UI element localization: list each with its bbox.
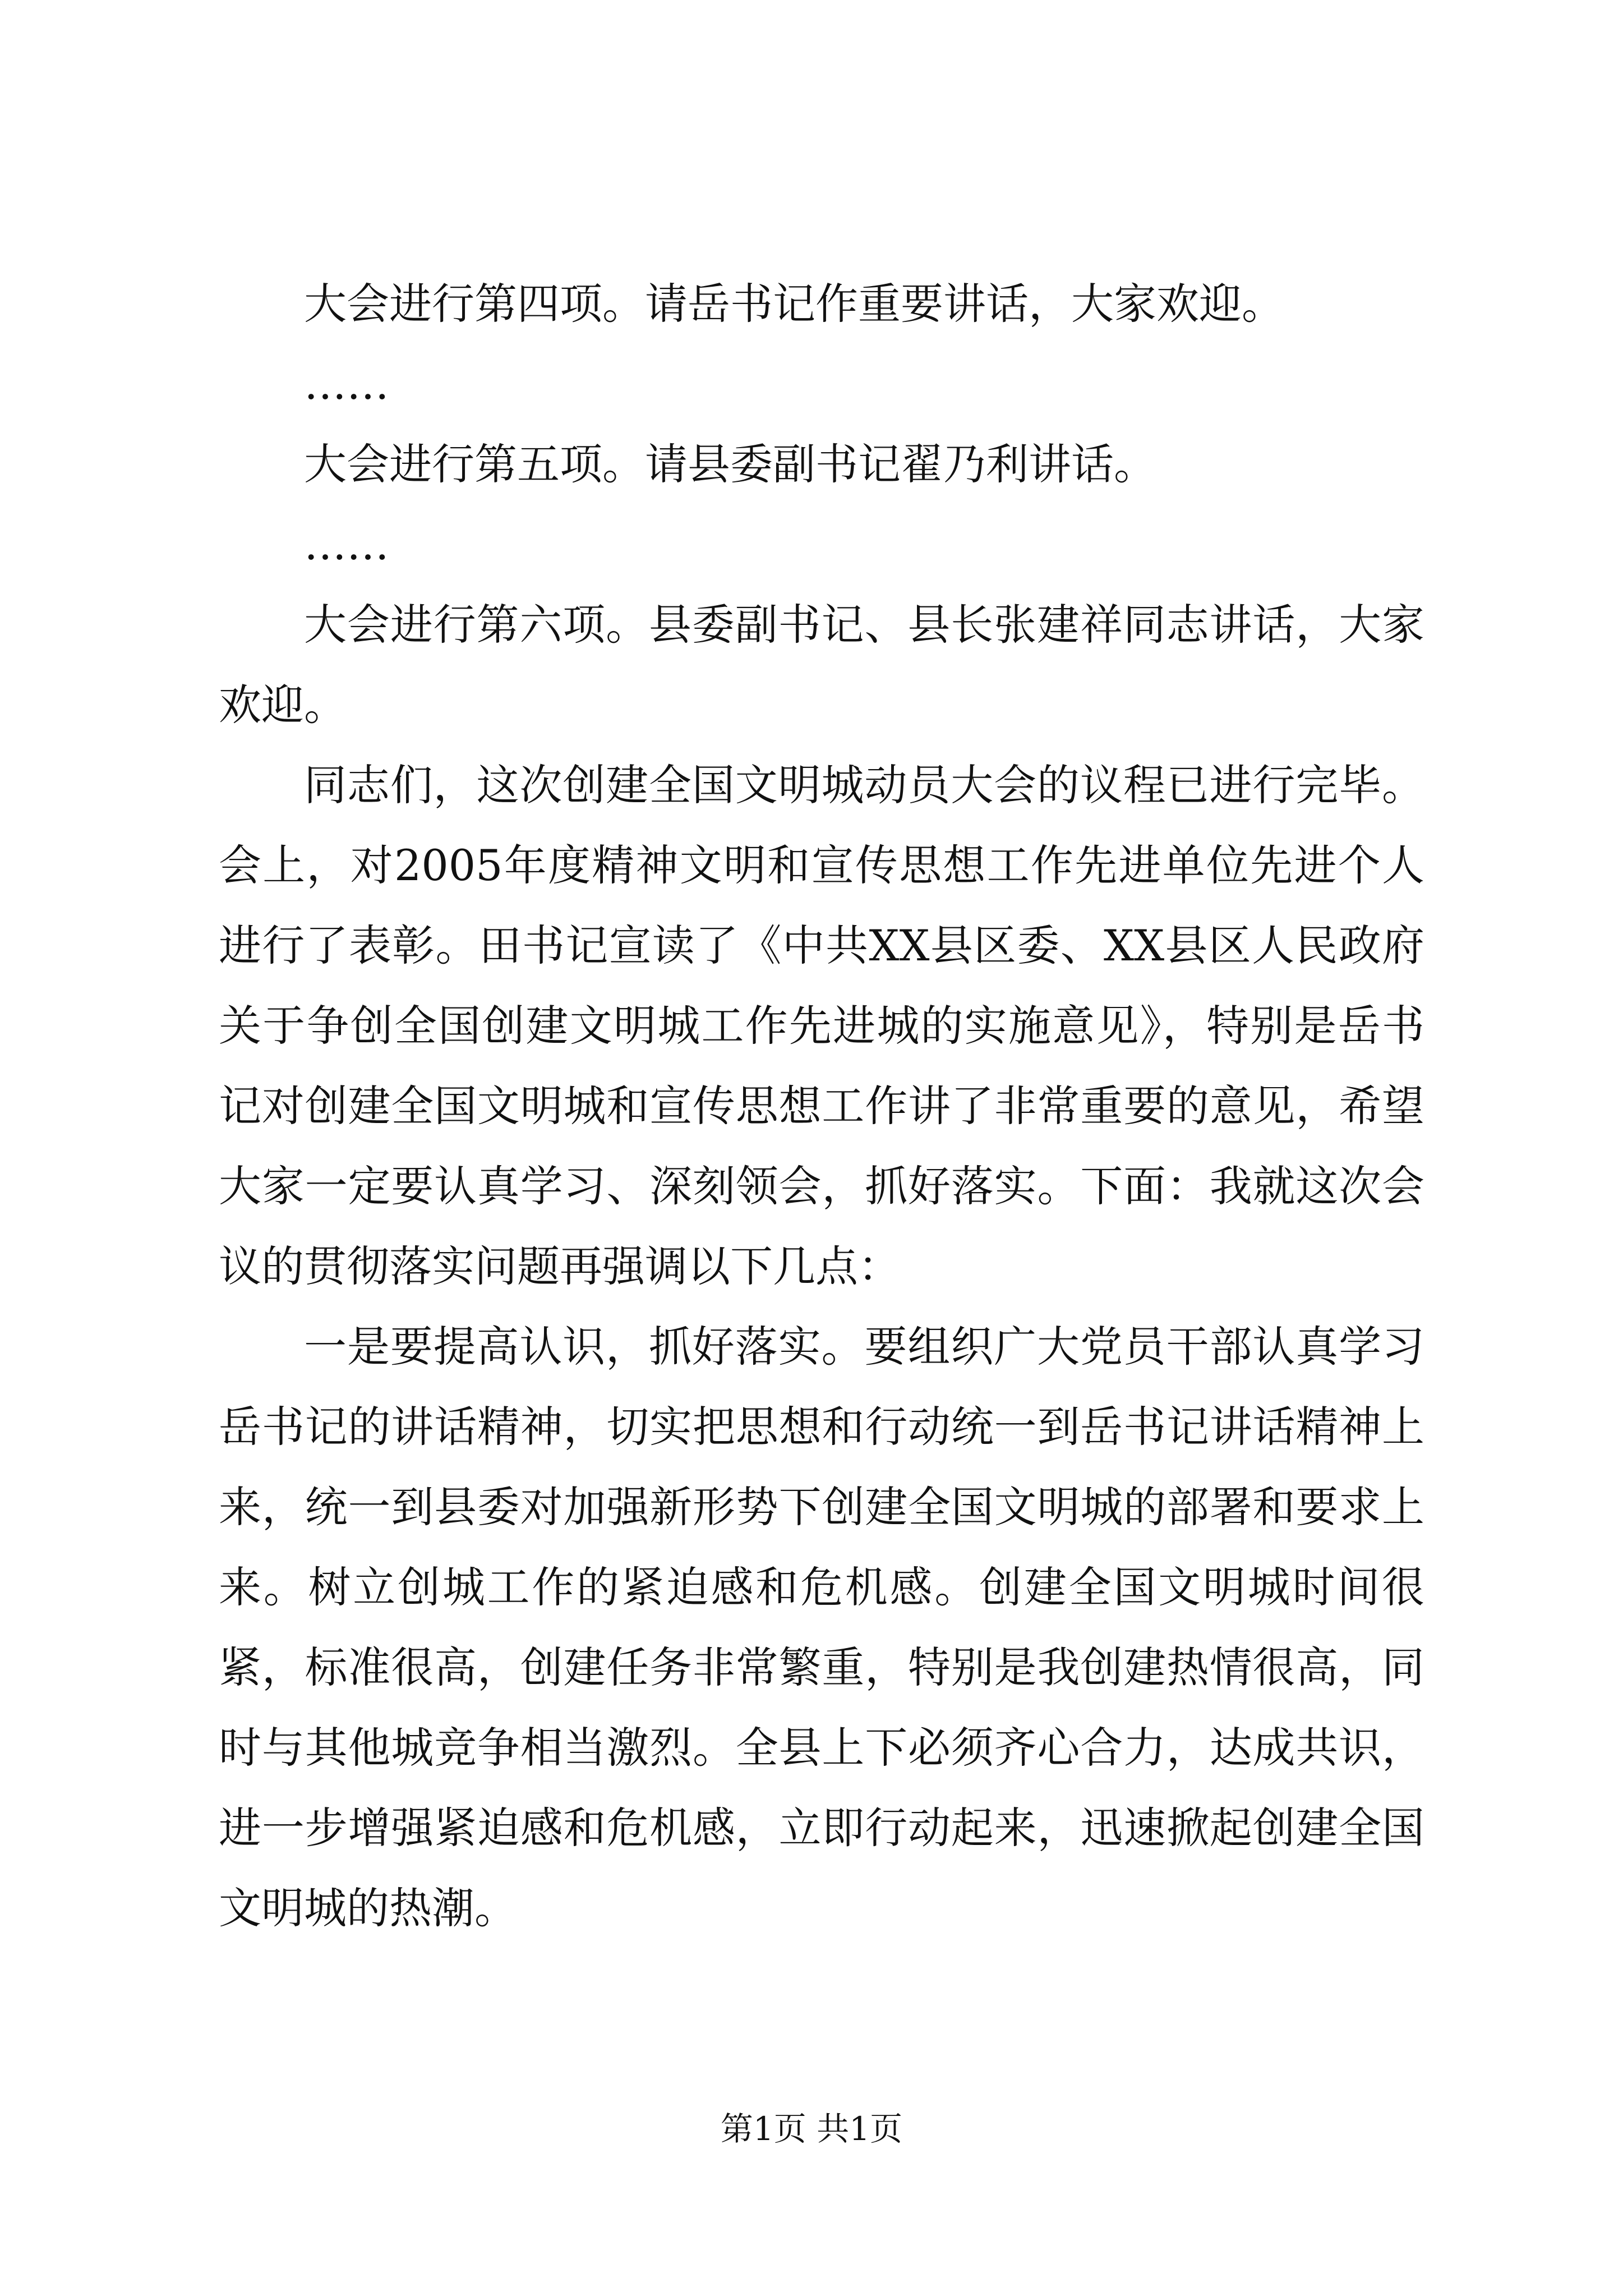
paragraph-ellipsis-2: ……	[304, 519, 389, 569]
paragraph-point-one: 一是要提高认识，抓好落实。要组织广大党员干部认真学习岳书记的讲话精神，切实把思想和行动统一到岳书记讲话精神上来，统一到县委对加强新形势下创建全国文明城的部署和要求上来。树立创城工作的紧迫感和危机感。创建全国文明城时间很紧，标准很高，创建任务非常繁重，特别是我创建热情很高，同时与其他城竞争相当激烈。全县上下必须齐心合力，达成共识，进一步增强紧迫感和危机感，立即行动起来，迅速掀起创建全国文明城的热潮。	[219, 1322, 1424, 1933]
paragraph-closing-summary: 同志们，这次创建全国文明城动员大会的议程已进行完毕。会上，对2005年度精神文明和宣传思想工作先进单位先进个人进行了表彰。田书记宣读了《中共XX县区委、XX县区人民政府关于争创全国创建文明城工作先进城的实施意见》，特别是岳书记对创建全国文明城和宣传思想工作讲了非常重要的意见，希望大家一定要认真学习、深刻领会，抓好落实。下面：我就这次会议的贯彻落实问题再强调以下几点：	[219, 760, 1424, 1291]
paragraph-agenda-item-4: 大会进行第四项。请岳书记作重要讲话，大家欢迎。	[304, 279, 1284, 329]
document-body	[219, 264, 1424, 1948]
paragraph-ellipsis-1: ……	[304, 359, 389, 409]
page-footer: 第1页 共1页	[720, 2110, 903, 2148]
paragraph-agenda-item-6: 大会进行第六项。县委副书记、县长张建祥同志讲话，大家欢迎。	[219, 600, 1424, 730]
paragraph-agenda-item-5: 大会进行第五项。请县委副书记翟乃利讲话。	[304, 439, 1156, 489]
